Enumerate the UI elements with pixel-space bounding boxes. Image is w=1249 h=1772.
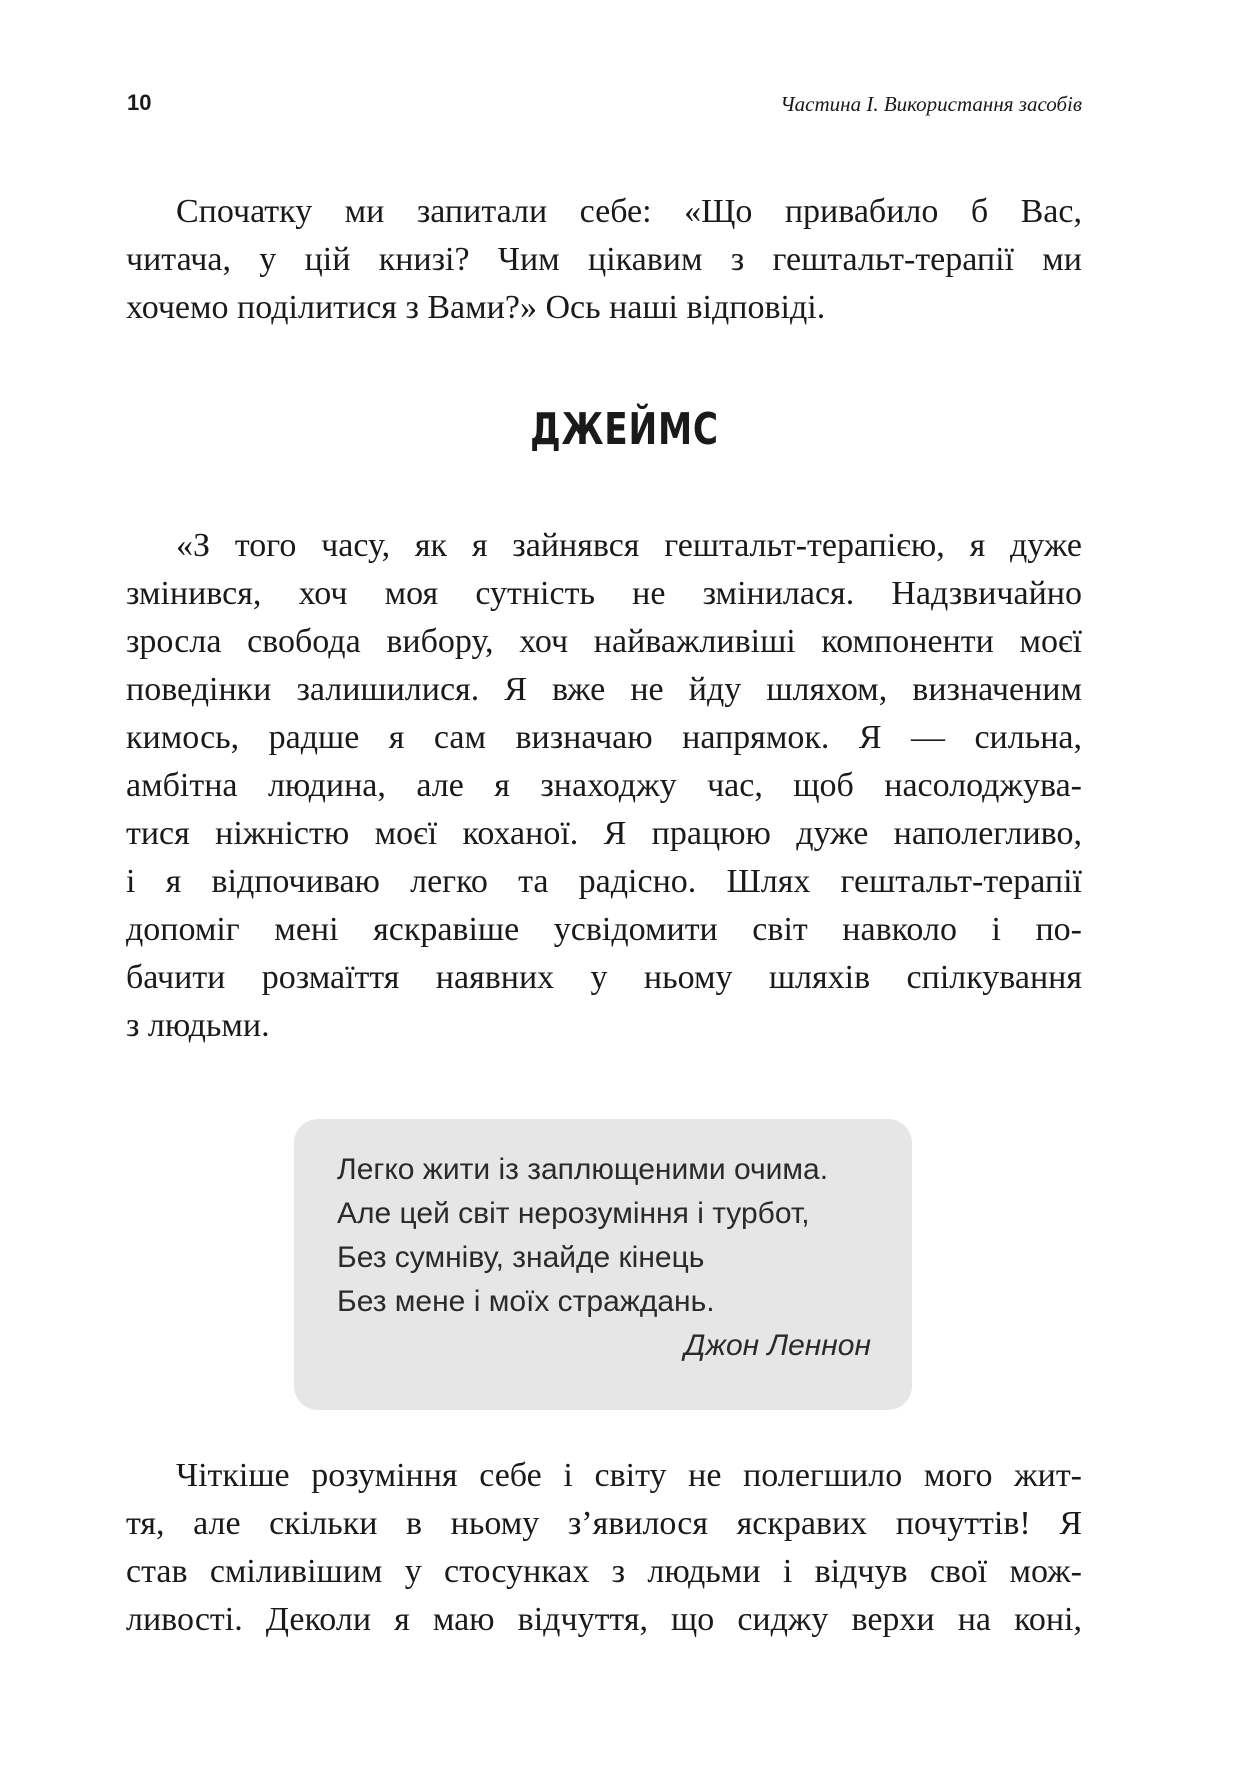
page-number: 10 xyxy=(127,90,152,115)
epigraph-author: Джон Леннон xyxy=(684,1329,871,1362)
epigraph-verse xyxy=(337,1148,828,1324)
quote-line: з людьми. xyxy=(126,1007,270,1044)
closing-line: став сміливішим у стосунках з людьми і відчув свої мож- xyxy=(126,1553,1082,1590)
closing-paragraph xyxy=(126,1452,1082,1644)
quote-line: і я відпочиваю легко та радісно. Шлях гештальт-терапії xyxy=(126,863,1082,900)
quote-line: допоміг мені яскравіше усвідомити світ навколо і по- xyxy=(126,911,1082,948)
closing-line: тя, але скільки в ньому з’явилося яскравих почуттів! Я xyxy=(126,1505,1082,1542)
quote-line: змінився, хоч моя сутність не змінилася. Надзвичайно xyxy=(126,575,1082,612)
epigraph-line: Легко жити із заплющеними очима. xyxy=(337,1153,829,1186)
quote-line: «З того часу, як я зайнявся гештальт-терапією, я дуже xyxy=(176,527,1082,564)
epigraph-box xyxy=(294,1119,912,1410)
quote-paragraph xyxy=(126,522,1082,1050)
epigraph-line: Без мене і моїх страждань. xyxy=(337,1285,715,1318)
running-header: Частина І. Використання засобів xyxy=(780,92,1082,116)
intro-line: Спочатку ми запитали себе: «Що привабило б Вас, xyxy=(176,193,1082,230)
closing-line: Чіткіше розуміння себе і світу не полегшило мого жит- xyxy=(176,1457,1082,1494)
quote-line: кимось, радше я сам визначаю напрямок. Я — сильна, xyxy=(126,719,1082,756)
section-heading: ДЖЕЙМС xyxy=(530,404,719,455)
intro-paragraph xyxy=(126,188,1082,332)
epigraph-line: Але цей світ нерозуміння і турбот, xyxy=(337,1197,810,1230)
quote-line: поведінки залишилися. Я вже не йду шляхом, визначеним xyxy=(126,671,1082,708)
quote-line: амбітна людина, але я знаходжу час, щоб насолоджува- xyxy=(126,767,1082,804)
quote-line: тися ніжністю моєї коханої. Я працюю дуже наполегливо, xyxy=(126,815,1082,852)
intro-line: хочемо поділитися з Вами?» Ось наші відповіді. xyxy=(126,289,826,326)
epigraph-line: Без сумніву, знайде кінець xyxy=(337,1241,705,1274)
closing-line: ливості. Деколи я маю відчуття, що сиджу верхи на коні, xyxy=(126,1601,1082,1638)
intro-line: читача, у цій книзі? Чим цікавим з гештальт-терапії ми xyxy=(126,241,1082,278)
quote-line: бачити розмаїття наявних у ньому шляхів спілкування xyxy=(126,959,1082,996)
quote-line: зросла свобода вибору, хоч найважливіші компоненти моєї xyxy=(126,623,1082,660)
